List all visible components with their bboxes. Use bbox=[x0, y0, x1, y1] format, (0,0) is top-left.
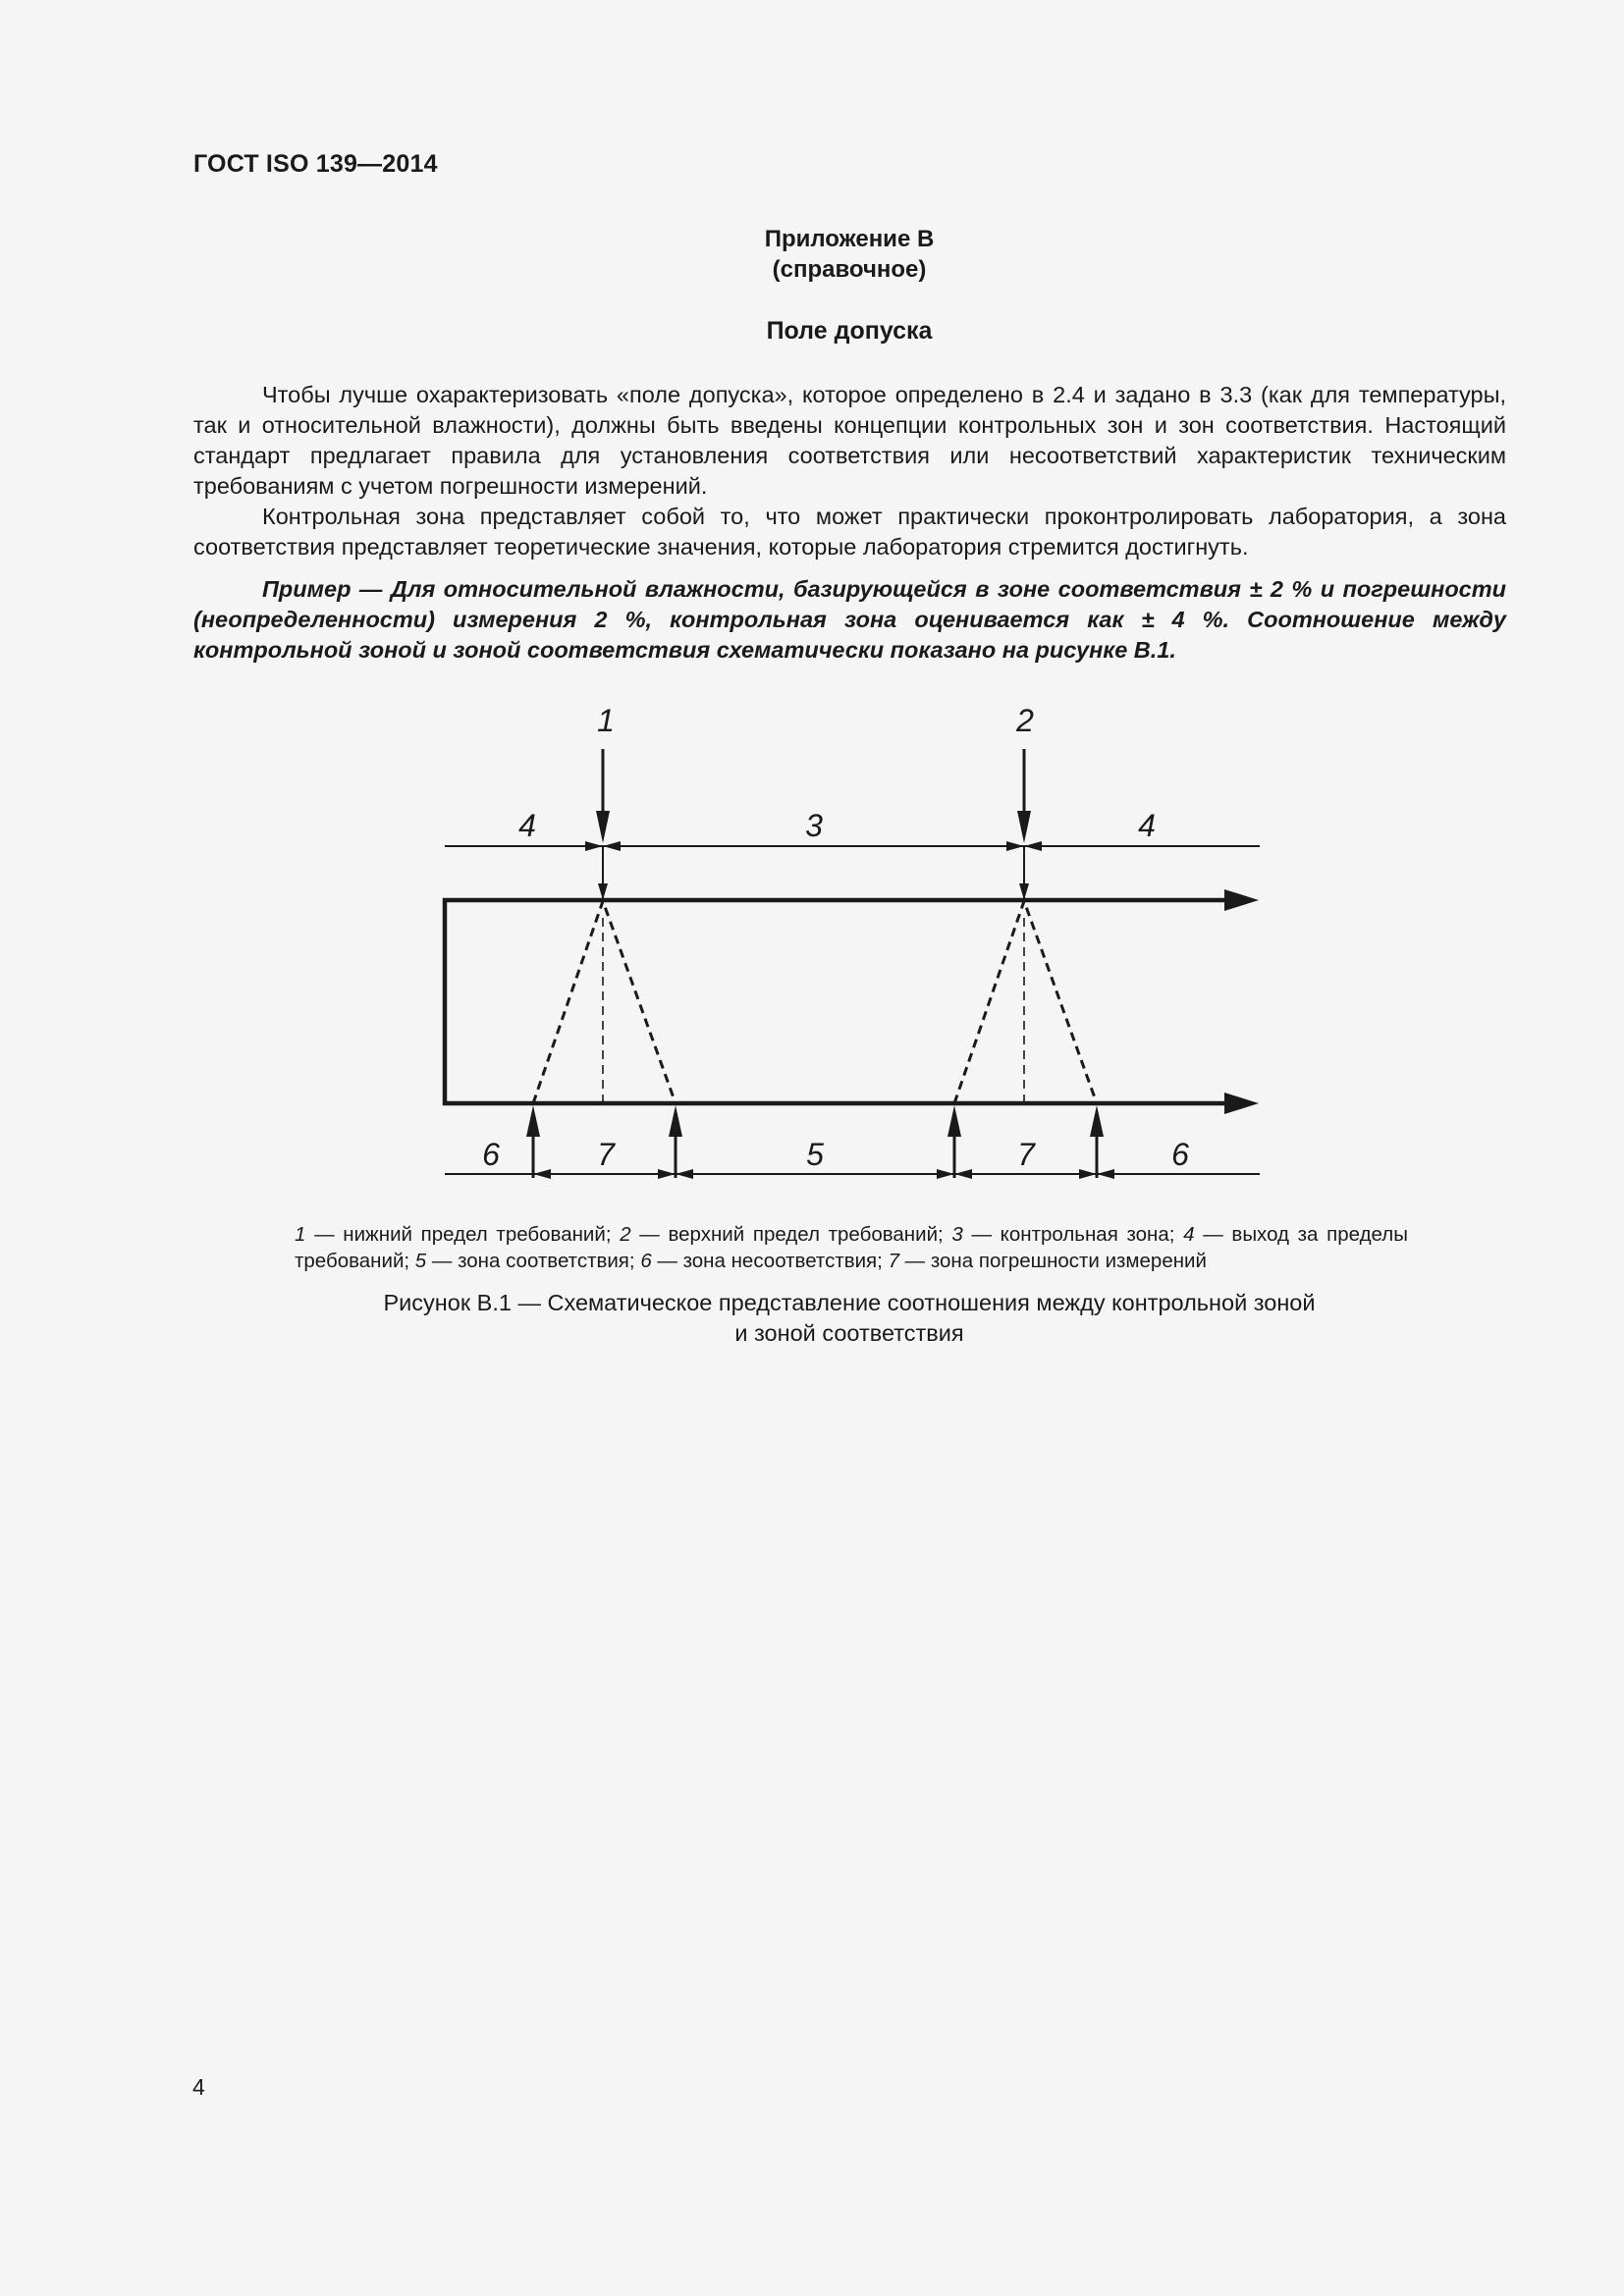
uncertainty-triangle-right bbox=[954, 901, 1097, 1103]
legend-num-7: 7 bbox=[888, 1250, 899, 1272]
paragraph-2-text: Контрольная зона представляет собой то, что может практически проконтролировать лаборатория, а зона соответствия представляет теоретические значения, которые лаборатория стремится достигнуть. bbox=[193, 504, 1506, 560]
upper-axis-arrowhead bbox=[1224, 889, 1259, 911]
limit-1-arrowhead bbox=[596, 811, 610, 843]
label-limit-2: 2 bbox=[1016, 703, 1034, 738]
example-note: Пример — Для относительной влажности, базирующейся в зоне соответствия ± 2 % и погрешности (неопределенности) измерения 2 %, контрольная зона оценивается как ± 4 %. Соотношение между контрольной зоной и зоной соответствия схематически показано на рисунке B.1. bbox=[193, 576, 1506, 663]
legend-text-3: — контрольная зона; bbox=[962, 1223, 1184, 1246]
annex-title: Приложение B bbox=[764, 226, 935, 252]
zone-frame bbox=[445, 900, 1227, 1103]
label-zone-bottom-2: 7 bbox=[597, 1137, 615, 1172]
caption-line-1: Рисунок B.1 — Схематическое представление соотношения между контрольной зоной bbox=[383, 1290, 1316, 1315]
document-code: ГОСТ ISO 139—2014 bbox=[193, 150, 438, 178]
label-zone-top-mid: 3 bbox=[805, 808, 823, 843]
figure-legend bbox=[295, 1221, 1408, 1274]
paragraph-1-text: Чтобы лучше охарактеризовать «поле допуска», которое определено в 2.4 и задано в 3.3 (как для температуры, так и относительной влажности), должны быть введены концепции контрольных зон и зон соответствия. Настоящий стандарт предлагает правила для установления соответствия или несоответствий характеристик техническим требованиям с учетом погрешности измерений. bbox=[193, 382, 1506, 499]
bottom-arrowheads bbox=[526, 1105, 1104, 1137]
section-title: Поле допуска bbox=[766, 317, 933, 345]
legend-text-5: — зона соответствия; bbox=[426, 1250, 641, 1272]
legend-num-4: 4 bbox=[1183, 1223, 1195, 1246]
label-limit-1: 1 bbox=[597, 703, 615, 738]
legend-num-3: 3 bbox=[951, 1223, 963, 1246]
legend-text-2: — верхний предел требований; bbox=[630, 1223, 952, 1246]
legend-text-6: — зона несоответствия; bbox=[651, 1250, 889, 1272]
page-number: 4 bbox=[192, 2074, 205, 2100]
label-zone-bottom-5: 6 bbox=[1171, 1137, 1189, 1172]
legend-num-2: 2 bbox=[620, 1223, 631, 1246]
legend-text-7: — зона погрешности измерений bbox=[898, 1250, 1207, 1272]
annex-type: (справочное) bbox=[772, 256, 927, 283]
label-zone-bottom-3: 5 bbox=[806, 1137, 824, 1172]
lower-axis-arrowhead bbox=[1224, 1093, 1259, 1114]
legend-text-1: — нижний предел требований; bbox=[305, 1223, 621, 1246]
label-zone-top-right: 4 bbox=[1138, 808, 1156, 843]
top-dimension-arrowheads bbox=[585, 841, 1042, 900]
uncertainty-triangle-left bbox=[533, 901, 676, 1103]
limit-2-arrowhead bbox=[1017, 811, 1031, 843]
legend-num-6: 6 bbox=[640, 1250, 652, 1272]
label-zone-bottom-1: 6 bbox=[482, 1137, 500, 1172]
legend-num-5: 5 bbox=[414, 1250, 427, 1272]
legend-text-4: — выход за пределы требований; bbox=[295, 1223, 1408, 1272]
figure-caption bbox=[196, 1288, 1502, 1349]
caption-line-2: и зоной соответствия bbox=[734, 1320, 964, 1346]
legend-num-1: 1 bbox=[295, 1223, 306, 1246]
label-zone-bottom-4: 7 bbox=[1017, 1137, 1035, 1172]
label-zone-top-left: 4 bbox=[518, 808, 536, 843]
